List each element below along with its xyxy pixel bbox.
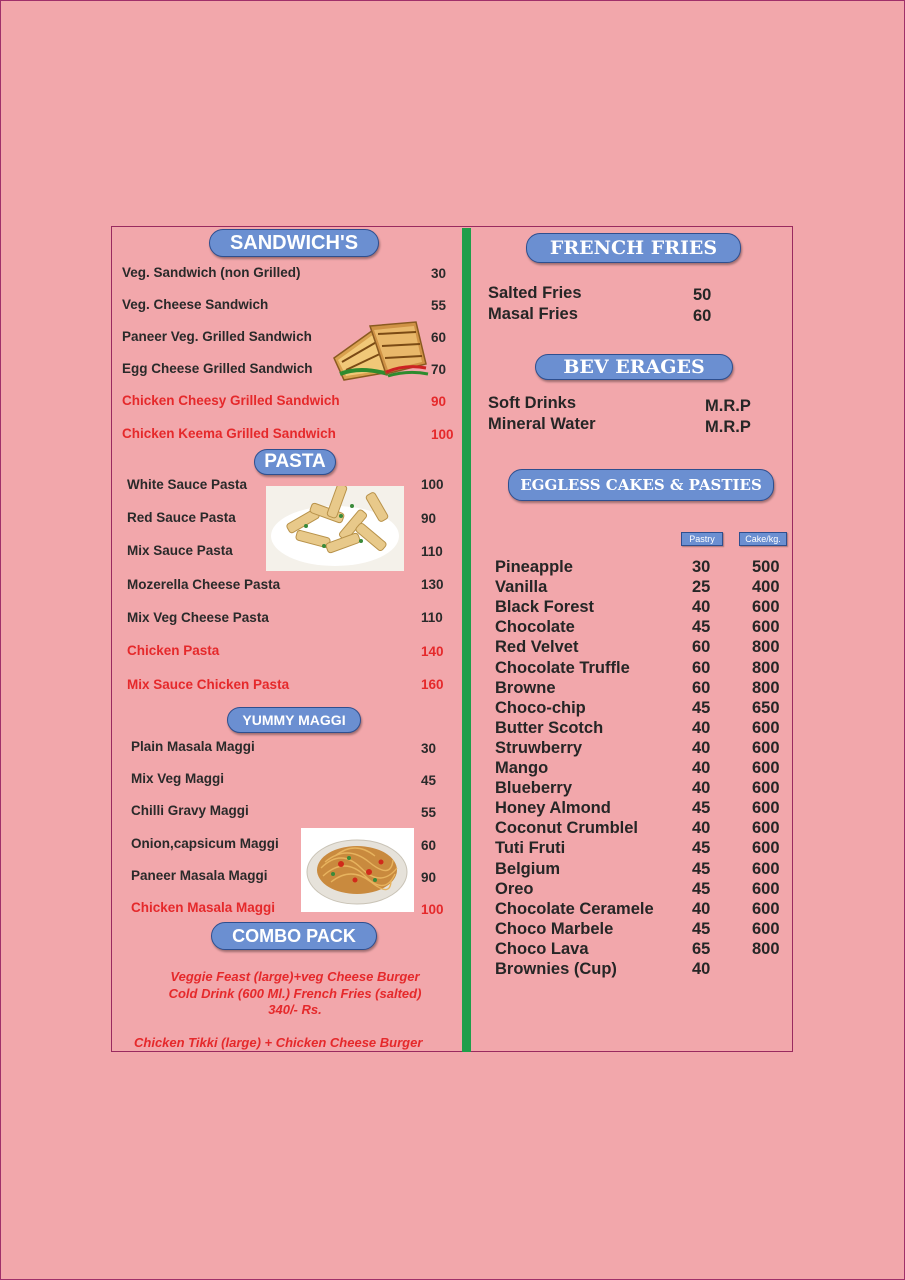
cake-item-pastry-price: 40	[692, 779, 711, 797]
cake-item-name: Struwberry	[495, 739, 583, 757]
cake-item-cake-price: 600	[752, 839, 780, 857]
cake-item-cake-price: 400	[752, 578, 780, 596]
cake-item-pastry-price: 25	[692, 578, 711, 596]
beverages-heading: BEV ERAGES	[535, 354, 733, 380]
menu-item-name: Onion,capsicum Maggi	[131, 836, 279, 851]
menu-item-name: Mix Sauce Pasta	[127, 543, 233, 558]
cake-item-cake-price: 600	[752, 880, 780, 898]
cake-item-name: Belgium	[495, 860, 561, 878]
cake-item-name: Chocolate Ceramele	[495, 900, 654, 918]
cake-item-name: Oreo	[495, 880, 534, 898]
pasta-image	[266, 486, 404, 571]
cake-column-header: Cake/kg.	[739, 532, 787, 546]
cake-item-cake-price: 600	[752, 819, 780, 837]
menu-item-price: M.R.P	[705, 418, 751, 436]
menu-item-price: 130	[421, 577, 444, 592]
cake-item-pastry-price: 30	[692, 558, 711, 576]
menu-item-name: Chicken Masala Maggi	[131, 900, 276, 915]
menu-item-name: Mozerella Cheese Pasta	[127, 577, 281, 592]
cake-item-cake-price: 600	[752, 759, 780, 777]
menu-item-price: 140	[421, 644, 444, 659]
cake-item-pastry-price: 40	[692, 960, 711, 978]
cake-item-cake-price: 600	[752, 799, 780, 817]
column-divider	[462, 228, 471, 1052]
cake-item-cake-price: 650	[752, 699, 780, 717]
combo-line-2: Cold Drink (600 Ml.) French Fries (salted)	[168, 986, 422, 1001]
menu-item-name: Mineral Water	[488, 415, 596, 433]
menu-item-price: 60	[693, 307, 712, 325]
menu-item-price: 100	[421, 902, 444, 917]
sandwich-heading: SANDWICH'S	[209, 229, 379, 257]
pastry-column-header: Pastry	[681, 532, 723, 546]
menu-item-name: Salted Fries	[488, 284, 582, 302]
cake-item-cake-price: 800	[752, 679, 780, 697]
cake-item-name: Butter Scotch	[495, 719, 604, 737]
cake-item-cake-price: 800	[752, 940, 780, 958]
menu-item-name: Egg Cheese Grilled Sandwich	[122, 361, 313, 376]
cake-item-name: Black Forest	[495, 598, 595, 616]
menu-item-name: Masal Fries	[488, 305, 578, 323]
pasta-heading: PASTA	[254, 449, 336, 475]
combo-line-4: Chicken Tikki (large) + Chicken Cheese Burger	[134, 1035, 423, 1050]
cake-item-pastry-price: 45	[692, 699, 711, 717]
cake-item-cake-price: 500	[752, 558, 780, 576]
menu-item-price: 30	[421, 741, 437, 756]
menu-item-price: 55	[431, 298, 447, 313]
menu-item-price: 45	[421, 773, 437, 788]
menu-item-name: Red Sauce Pasta	[127, 510, 236, 525]
menu-item-price: 90	[421, 511, 437, 526]
cake-item-pastry-price: 45	[692, 799, 711, 817]
cake-item-cake-price: 600	[752, 779, 780, 797]
cake-item-name: Vanilla	[495, 578, 548, 596]
menu-item-name: Paneer Veg. Grilled Sandwich	[122, 329, 312, 344]
fries-heading: FRENCH FRIES	[526, 233, 741, 263]
cake-item-name: Tuti Fruti	[495, 839, 566, 857]
cake-item-pastry-price: 45	[692, 880, 711, 898]
cake-item-name: Chocolate	[495, 618, 575, 636]
cake-item-pastry-price: 45	[692, 618, 711, 636]
cake-item-pastry-price: 40	[692, 819, 711, 837]
menu-item-name: Chicken Cheesy Grilled Sandwich	[122, 393, 340, 408]
cake-item-name: Brownies (Cup)	[495, 960, 617, 978]
maggi-heading: YUMMY MAGGI	[227, 707, 361, 733]
menu-item-price: 110	[421, 610, 443, 625]
cake-item-cake-price: 600	[752, 618, 780, 636]
menu-item-price: M.R.P	[705, 397, 751, 415]
combo-heading: COMBO PACK	[211, 922, 377, 950]
menu-item-name: Paneer Masala Maggi	[131, 868, 268, 883]
menu-item-price: 30	[431, 266, 447, 281]
cake-item-cake-price: 600	[752, 920, 780, 938]
menu-item-name: Veg. Cheese Sandwich	[122, 297, 269, 312]
menu-item-price: 60	[431, 330, 447, 345]
cake-item-name: Choco Lava	[495, 940, 589, 958]
cake-item-pastry-price: 60	[692, 679, 711, 697]
menu-item-name: Mix Veg Maggi	[131, 771, 225, 786]
menu-item-price: 90	[431, 394, 447, 409]
cake-item-cake-price: 600	[752, 739, 780, 757]
menu-item-name: Chicken Keema Grilled Sandwich	[122, 426, 336, 441]
cake-item-pastry-price: 40	[692, 598, 711, 616]
menu-item-price: 55	[421, 805, 437, 820]
menu-item-price: 70	[431, 362, 447, 377]
menu-item-name: Mix Sauce Chicken Pasta	[127, 677, 290, 692]
cake-item-name: Chocolate Truffle	[495, 659, 630, 677]
cake-item-name: Red Velvet	[495, 638, 579, 656]
cake-item-cake-price: 600	[752, 900, 780, 918]
sandwich-image	[330, 318, 430, 386]
cake-item-cake-price: 600	[752, 598, 780, 616]
combo-price: 340/- Rs.	[268, 1002, 322, 1017]
combo-line-1: Veggie Feast (large)+veg Cheese Burger	[170, 969, 420, 984]
cakes-heading: EGGLESS CAKES & PASTIES	[508, 469, 774, 501]
cake-item-cake-price: 800	[752, 659, 780, 677]
cake-item-cake-price: 600	[752, 860, 780, 878]
menu-item-name: White Sauce Pasta	[127, 477, 248, 492]
menu-item-name: Soft Drinks	[488, 394, 577, 412]
cake-item-pastry-price: 45	[692, 920, 711, 938]
cake-item-pastry-price: 40	[692, 719, 711, 737]
menu-item-price: 110	[421, 544, 443, 559]
menu-item-name: Mix Veg Cheese Pasta	[127, 610, 269, 625]
cake-item-name: Choco-chip	[495, 699, 586, 717]
cake-item-pastry-price: 40	[692, 759, 711, 777]
menu-item-price: 50	[693, 286, 712, 304]
cake-item-name: Blueberry	[495, 779, 573, 797]
menu-item-price: 100	[431, 427, 454, 442]
cake-item-cake-price: 800	[752, 638, 780, 656]
maggi-image	[301, 828, 414, 912]
cake-item-pastry-price: 45	[692, 860, 711, 878]
cake-item-cake-price: 600	[752, 719, 780, 737]
cake-item-name: Browne	[495, 679, 556, 697]
menu-item-name: Chilli Gravy Maggi	[131, 803, 249, 818]
cake-item-pastry-price: 40	[692, 900, 711, 918]
cake-item-name: Honey Almond	[495, 799, 611, 817]
menu-item-price: 100	[421, 477, 444, 492]
cake-item-pastry-price: 60	[692, 659, 711, 677]
menu-item-price: 90	[421, 870, 437, 885]
cake-item-pastry-price: 40	[692, 739, 711, 757]
cake-item-name: Pineapple	[495, 558, 573, 576]
cake-item-pastry-price: 60	[692, 638, 711, 656]
cake-item-pastry-price: 45	[692, 839, 711, 857]
menu-item-price: 160	[421, 677, 444, 692]
cake-item-name: Mango	[495, 759, 549, 777]
menu-item-name: Veg. Sandwich (non Grilled)	[122, 265, 301, 280]
cake-item-pastry-price: 65	[692, 940, 711, 958]
menu-item-name: Plain Masala Maggi	[131, 739, 255, 754]
cake-item-name: Coconut Crumblel	[495, 819, 638, 837]
cake-item-name: Choco Marbele	[495, 920, 614, 938]
menu-item-price: 60	[421, 838, 437, 853]
menu-item-name: Chicken Pasta	[127, 643, 220, 658]
